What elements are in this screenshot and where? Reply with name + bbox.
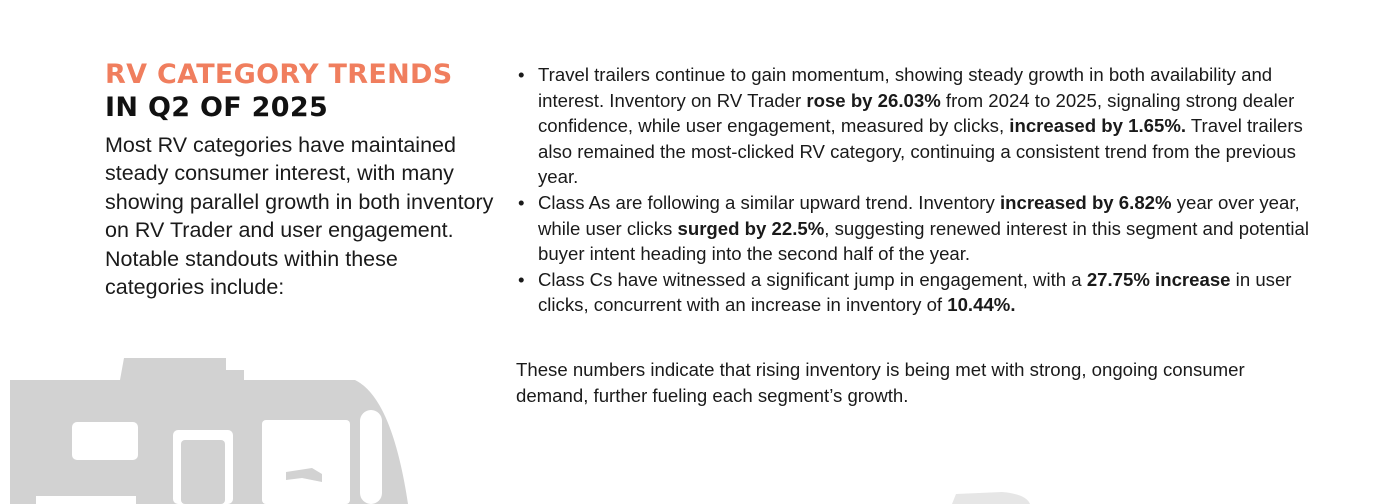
rv-door-panel (181, 440, 225, 504)
bullet-highlight: 27.75% increase (1086, 268, 1231, 290)
rv-window-small (72, 422, 138, 460)
closing-paragraph: These numbers indicate that rising inventory is being met with strong, ongoing consumer demand, further fueling each segment’s growth. (516, 359, 1245, 406)
bullet-text: , suggesting renewed interest in this segment and potential buyer intent heading into the second half of the year. (538, 217, 1310, 265)
intro-paragraph: Most RV categories have maintained steady consumer interest, with many showing parallel growth in both inventory on RV Trader and user engagement. Notable standouts within these categories include: (105, 133, 494, 300)
bullet-class-c (516, 267, 1316, 318)
bullet-highlight: increased by 1.65%. (1009, 115, 1187, 137)
bullet-class-a (516, 190, 1316, 267)
bullet-travel-trailers (516, 62, 1316, 190)
trend-bullet-list (516, 62, 1316, 318)
bullet-text: in user clicks, concurrent with an increase in inventory of (538, 268, 1292, 316)
bullet-text: Class As are following a similar upward trend. Inventory (538, 191, 1000, 213)
bullet-highlight: rose by 26.03% (806, 89, 941, 111)
bullet-text: from 2024 to 2025, signaling strong dealer confidence, while user engagement, measured by clicks, (538, 89, 1295, 137)
section-heading (105, 58, 452, 124)
heading-line-accent: RV CATEGORY TRENDS (105, 59, 453, 90)
rv-windshield (360, 410, 382, 504)
rv-motorhome-illustration-icon (0, 350, 430, 504)
partial-shape-icon (940, 488, 1040, 504)
bullet-highlight: increased by 6.82% (999, 191, 1172, 213)
bullet-text: Class Cs have witnessed a significant jump in engagement, with a (538, 268, 1087, 290)
rv-cab-window (262, 420, 350, 504)
bullet-text: year over year, while user clicks (538, 191, 1300, 239)
heading-line-dark: IN Q2 OF 2025 (105, 92, 329, 123)
bullet-highlight: surged by 22.5% (677, 217, 825, 239)
shape-fill (952, 492, 1030, 504)
rv-lower-trim (36, 496, 136, 504)
bullet-highlight: 10.44%. (947, 294, 1016, 316)
bullet-text: Travel trailers also remained the most-clicked RV category, continuing a consistent trend from the previous year. (538, 115, 1303, 188)
bullet-text: Travel trailers continue to gain momentum, showing steady growth in both availability and interest. Inventory on RV Trader (538, 64, 1273, 111)
